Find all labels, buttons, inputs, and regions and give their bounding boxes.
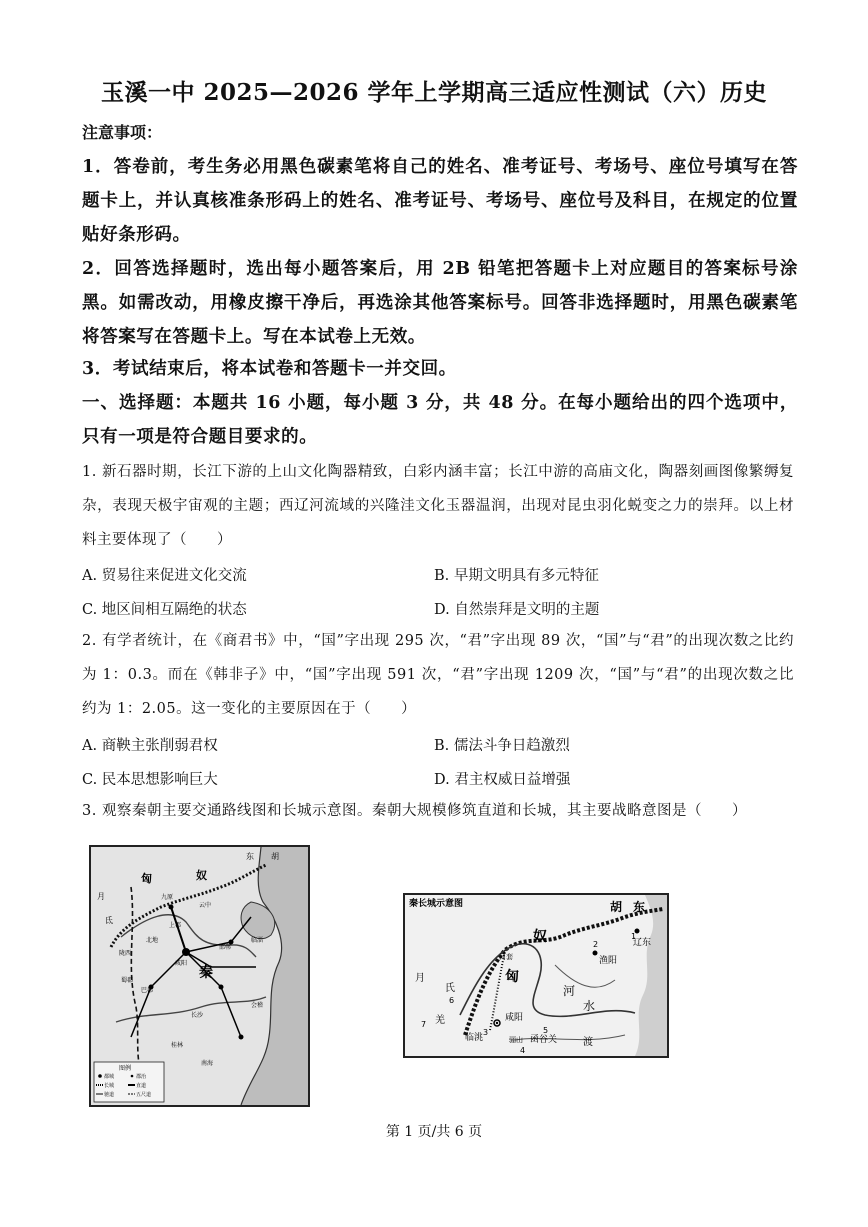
- map2-label: 氏: [445, 983, 455, 994]
- notice-item-1: 1．答卷前，考生务必用黑色碳素笔将自己的姓名、准考证号、考场号、座位号填写在答题卡上，并认真核准条形码上的姓名、准考证号、考场号、座位号及科目，在规定的位置贴好条形码。: [82, 157, 798, 245]
- map1-label: 蜀郡: [121, 977, 134, 984]
- map1-label: 会稽: [251, 1002, 264, 1009]
- map2-number: 1: [631, 932, 637, 941]
- map2-label: 渔阳: [599, 956, 618, 966]
- map2-label: 奴: [533, 929, 547, 945]
- map2-label: 临洮: [465, 1033, 484, 1043]
- qin-routes-map: [89, 845, 310, 1107]
- svg-text:直道: 直道: [136, 1083, 147, 1089]
- map1-label: 胡: [271, 852, 279, 861]
- map2-label: 渡: [583, 1037, 593, 1048]
- notice-item-2: 2．回答选择题时，选出每小题答案后，用 2B 铅笔把答题卡上对应题目的答案标号涂黑。如需改动，用橡皮擦干净后，再选涂其他答案标号。回答非选择题时，用黑色碳素笔将答案写在答题卡上。写在本试卷上无效。: [82, 259, 798, 347]
- qin-routes-map-graphic: [91, 847, 308, 1105]
- question-2-option-c: C. 民本思想影响巨大: [82, 772, 218, 788]
- map2-label: 月: [415, 973, 425, 984]
- svg-text:五尺道: 五尺道: [136, 1092, 152, 1098]
- map1-label: 东: [246, 852, 254, 861]
- map2-title: 秦长城示意图: [409, 899, 464, 909]
- map1-label: 长沙: [191, 1012, 204, 1019]
- map1-label: 南海: [201, 1060, 214, 1067]
- map1-label: 陇西: [119, 950, 132, 957]
- page-footer: 第 1 页/共 6 页: [385, 1124, 483, 1140]
- map1-label: 上郡: [169, 922, 182, 929]
- map2-number: 5: [543, 1026, 549, 1035]
- map2-label: 羌: [435, 1015, 445, 1026]
- map1-label: 临淄: [251, 937, 264, 944]
- map2-label: 匈: [505, 969, 519, 985]
- question-1-option-c: C. 地区间相互隔绝的状态: [82, 602, 247, 618]
- svg-text:都城: 都城: [104, 1074, 115, 1080]
- svg-text:驰道: 驰道: [104, 1092, 115, 1098]
- map2-number: 3: [483, 1028, 489, 1037]
- map2-label: 函谷关: [530, 1035, 558, 1045]
- map2-label: 胡: [610, 900, 623, 914]
- map2-label: 辽东: [633, 938, 652, 948]
- question-2-option-a: A. 商鞅主张削弱君权: [82, 738, 218, 754]
- map1-label: 云中: [199, 902, 212, 909]
- map1-label: 秦: [199, 965, 213, 981]
- map2-number: 4: [520, 1046, 526, 1055]
- map1-label: 邯郸: [219, 944, 232, 951]
- notice-heading: 注意事项：: [82, 123, 163, 142]
- map1-legend: [94, 1062, 164, 1102]
- question-3-stem: 3. 观察秦朝主要交通路线图和长城示意图。秦朝大规模修筑直道和长城，其主要战略意图是（ ）: [82, 803, 747, 819]
- map1-label: 桂林: [171, 1042, 184, 1049]
- map1-label: 北地: [146, 937, 159, 944]
- map2-label: 东: [633, 900, 646, 914]
- question-1-option-d: D. 自然崇拜是文明的主题: [434, 602, 600, 618]
- map2-number: 7: [421, 1020, 427, 1029]
- qin-great-wall-map: [403, 893, 669, 1058]
- qin-great-wall-map-graphic: [405, 895, 667, 1056]
- question-1-stem: 1. 新石器时期，长江下游的上山文化陶器精致，白彩内涵丰富；长江中游的高庙文化，陶器刻画图像繁缛复杂，表现天极宇宙观的主题；西辽河流域的兴隆洼文化玉器温润，出现对昆虫羽化蜕变之力的崇拜。以上材料主要体现了（ ）: [82, 464, 794, 548]
- map2-label: 河套: [499, 953, 513, 961]
- map1-label: 咸阳: [175, 960, 188, 967]
- notice-item-3: 3．考试结束后，将本试卷和答题卡一并交回。: [82, 359, 457, 379]
- map2-label: 水: [583, 999, 596, 1013]
- section-heading: 一、选择题：本题共 16 小题，每小题 3 分，共 48 分。在每小题给出的四个选项中，只有一项是符合题目要求的。: [82, 393, 798, 447]
- map2-number: 2: [593, 940, 599, 949]
- question-2-stem: 2. 有学者统计，在《商君书》中，“国”字出现 295 次，“君”字出现 89 次，“国”与“君”的出现次数之比约为 1：0.3。而在《韩非子》中，“国”字出现 591 次，“君”字出现 1209 次，“国”与“君”的出现次数之比约为 1：2.05。这一变化的主要原因在于（ ）: [82, 633, 794, 717]
- svg-text:郡治: 郡治: [136, 1074, 147, 1080]
- map1-label: 巴郡: [141, 987, 154, 994]
- map1-label: 匈: [141, 872, 152, 885]
- question-2-option-b: B. 儒法斗争日趋激烈: [434, 738, 570, 754]
- map1-label: 氐: [105, 916, 113, 925]
- map2-label: 骊山: [509, 1036, 523, 1044]
- question-1-option-b: B. 早期文明具有多元特征: [434, 568, 599, 584]
- map2-number: 6: [449, 996, 455, 1005]
- map1-label: 九原: [161, 894, 174, 901]
- map2-label: 河: [563, 984, 576, 998]
- question-2-option-d: D. 君主权威日益增强: [434, 772, 571, 788]
- svg-text:长城: 长城: [104, 1083, 115, 1089]
- question-1-option-a: A. 贸易往来促进文化交流: [82, 568, 247, 584]
- map2-label: 咸阳: [505, 1013, 524, 1023]
- map1-label: 奴: [196, 869, 207, 882]
- map1-label: 月: [97, 892, 105, 901]
- svg-text:图例: 图例: [119, 1065, 132, 1072]
- exam-title: 玉溪一中 2025—2026 学年上学期高三适应性测试（六）历史: [100, 79, 768, 106]
